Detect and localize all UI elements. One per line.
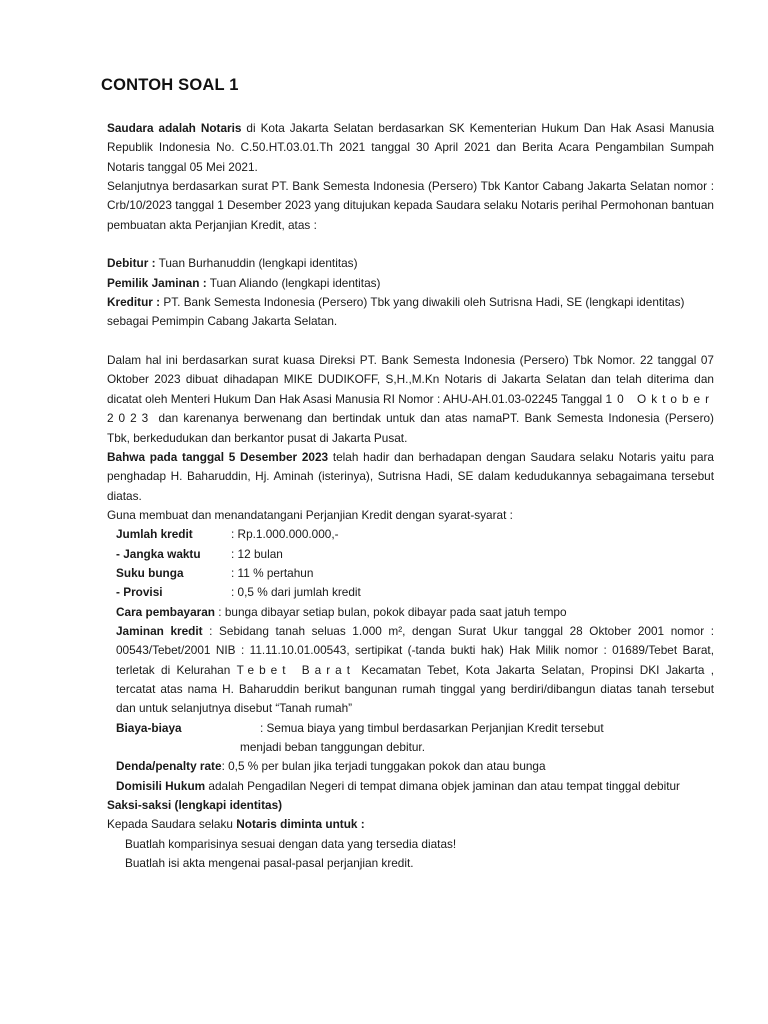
saksi-heading: Saksi-saksi (lengkapi identitas) bbox=[107, 798, 283, 813]
task-item: Buatlah komparisinya sesuai dengan data yang tersedia diatas! bbox=[125, 836, 457, 851]
spacer bbox=[107, 332, 714, 351]
request-line: Kepada Saudara selaku Notaris diminta untuk : bbox=[107, 817, 365, 832]
paragraph-power-of-attorney: Dalam hal ini berdasarkan surat kuasa Direksi PT. Bank Semesta Indonesia (Persero) Tbk Nomor. 22 tanggal 07 Oktober 2023 dibuat dihadapan MIKE DUDIKOFF, S,H.,M.Kn Notaris di Jakarta Selatan dan telah diterima dan dicatat oleh Menteri Hukum Dan Hak Asasi Manusia RI Nomor : AHU-AH.01.03-02245 Tanggal 10 Oktober 2023 dan karenanya berwenang dan bertindak untuk dan atas namaPT. Bank Semesta Indonesia (Persero) Tbk, berkedudukan dan berkantor pusat di Jakarta Pusat. bbox=[107, 353, 714, 445]
term-cara-pembayaran: Cara pembayaran : bunga dibayar setiap bulan, pokok dibayar pada saat jatuh tempo bbox=[116, 604, 567, 619]
term-domisili-hukum: Domisili Hukum adalah Pengadilan Negeri di tempat dimana objek jaminan dan atau tempat tinggal debitur bbox=[116, 778, 680, 793]
document-body bbox=[107, 119, 714, 873]
term-jumlah-kredit: Jumlah kredit : Rp.1.000.000.000,- bbox=[116, 527, 339, 542]
document-title: CONTOH SOAL 1 bbox=[101, 76, 239, 94]
notary-lead: Saudara adalah Notaris bbox=[107, 121, 242, 135]
term-biaya-biaya: Biaya-biaya : Semua biaya yang timbul berdasarkan Perjanjian Kredit tersebut bbox=[116, 720, 604, 735]
pemilik-jaminan-line: Pemilik Jaminan : Tuan Aliando (lengkapi identitas) bbox=[107, 275, 381, 290]
term-jaminan-kredit: Jaminan kredit : Sebidang tanah seluas 1.000 m², dengan Surat Ukur tanggal 28 Oktober 2001 nomor : 00543/Tebet/2001 NIB : 11.11.10.01.00543, sertipikat (-tanda bukti hak) Hak Milik nomor : 01689/Tebet Barat, terletak di Kelurahan Tebet Barat Kecamatan Tebet, Kota Jakarta Selatan, Propinsi DKI Jakarta , tercatat atas nama H. Baharuddin berikut bangunan rumah tinggal yang berdiri/dibangun diatas tanah tersebut dan untuk selanjutnya disebut “Tanah rumah” bbox=[116, 623, 715, 716]
task-item: Buatlah isi akta mengenai pasal-pasal perjanjian kredit. bbox=[125, 856, 414, 871]
term-provisi: - Provisi : 0,5 % dari jumlah kredit bbox=[116, 585, 361, 600]
term-biaya-continuation: menjadi beban tanggungan debitur. bbox=[240, 740, 425, 754]
term-suku-bunga: Suku bunga : 11 % pertahun bbox=[116, 565, 314, 580]
spacer bbox=[107, 235, 714, 254]
term-denda: Denda/penalty rate: 0,5 % per bulan jika terjadi tunggakan pokok dan atau bunga bbox=[116, 759, 546, 774]
paragraph-bank-letter: Selanjutnya berdasarkan surat PT. Bank Semesta Indonesia (Persero) Tbk Kantor Cabang Jakarta Selatan nomor : Crb/10/2023 tanggal 1 Desember 2023 yang ditujukan kepada Saudara selaku Notaris perihal Permohonan bantuan pembuatan akta Perjanjian Kredit, atas : bbox=[107, 179, 714, 232]
paragraph-terms-intro: Guna membuat dan menandatangani Perjanjian Kredit dengan syarat-syarat : bbox=[107, 507, 513, 522]
kreditur-line: Kreditur : PT. Bank Semesta Indonesia (Persero) Tbk yang diwakili oleh Sutrisna Hadi, SE (lengkapi identitas) sebagai Pemimpin Cabang Jakarta Selatan. bbox=[107, 295, 685, 329]
debitur-line: Debitur : Tuan Burhanuddin (lengkapi identitas) bbox=[107, 256, 358, 271]
paragraph-appearance: Bahwa pada tanggal 5 Desember 2023 telah hadir dan berhadapan dengan Saudara selaku Notaris yaitu para penghadap H. Baharuddin, Hj. Aminah (isterinya), Sutrisna Hadi, SE dalam kedudukannya sebagaimana tersebut diatas. bbox=[107, 449, 714, 503]
term-jangka-waktu: - Jangka waktu : 12 bulan bbox=[116, 546, 283, 561]
paragraph-notary-appointment: Saudara adalah Notaris di Kota Jakarta Selatan berdasarkan SK Kementerian Hukum Dan Hak Asasi Manusia Republik Indonesia No. C.50.HT.03.01.Th 2021 tanggal 30 April 2021 dan Berita Acara Pengambilan Sumpah Notaris tanggal 05 Mei 2021. bbox=[107, 121, 714, 174]
